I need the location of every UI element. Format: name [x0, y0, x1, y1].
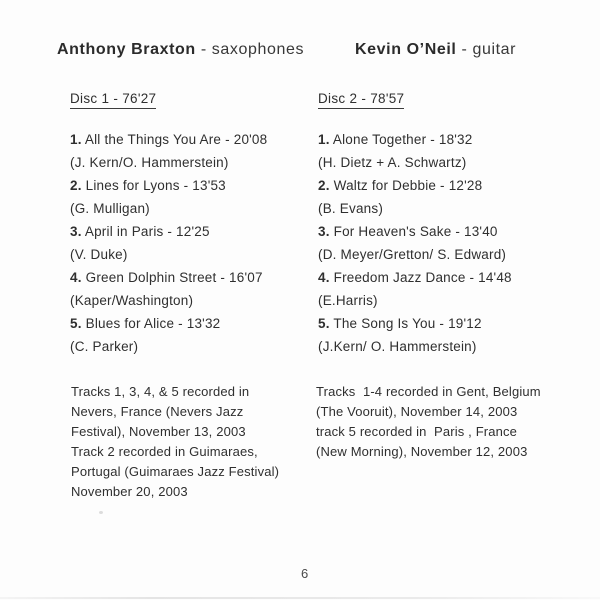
note-line: November 20, 2003 — [71, 484, 188, 499]
artist-name: Kevin O’Neil — [355, 41, 457, 58]
track-title: For Heaven's Sake - 13'40 — [333, 224, 498, 239]
disc1-heading-text: Disc 1 - 76'27 — [70, 91, 156, 109]
track-title-line — [318, 174, 512, 197]
track-title: Blues for Alice - 13'32 — [85, 316, 221, 331]
note-line: Tracks 1, 3, 4, & 5 recorded in — [71, 384, 250, 399]
disc1-recording-note — [71, 382, 279, 502]
track-number: 3. — [318, 224, 330, 239]
track-number: 5. — [70, 316, 82, 331]
track-number: 3. — [70, 224, 82, 239]
track-title: Waltz for Debbie - 12'28 — [333, 178, 483, 193]
note-line: Nevers, France (Nevers Jazz — [71, 404, 244, 419]
track-composer: (C. Parker) — [70, 339, 139, 354]
scan-edge-shadow — [0, 597, 600, 599]
track-title-line — [70, 220, 267, 243]
track-title: All the Things You Are - 20'08 — [84, 132, 268, 147]
track-title: Green Dolphin Street - 16'07 — [85, 270, 263, 285]
note-line: Portugal (Guimaraes Jazz Festival) — [71, 464, 280, 479]
track-number: 2. — [70, 178, 82, 193]
artist-name: Anthony Braxton — [57, 41, 196, 58]
track-title: Alone Together - 18'32 — [332, 132, 473, 147]
track-title: Freedom Jazz Dance - 14'48 — [333, 270, 512, 285]
disc1-heading — [70, 91, 156, 109]
track-composer: (D. Meyer/Gretton/ S. Edward) — [318, 247, 507, 262]
track-number: 1. — [70, 132, 82, 147]
track-title: The Song Is You - 19'12 — [333, 316, 482, 331]
track-title-line — [70, 128, 267, 151]
artist-role: - saxophones — [195, 41, 305, 58]
note-line: (The Vooruit), November 14, 2003 — [316, 404, 518, 419]
note-line: Tracks 1-4 recorded in Gent, Belgium — [316, 384, 541, 399]
track-title-line — [70, 266, 267, 289]
track-composer: (E.Harris) — [318, 293, 378, 308]
track-title: Lines for Lyons - 13'53 — [85, 178, 226, 193]
track-title-line — [318, 312, 512, 335]
note-line: Track 2 recorded in Guimaraes, — [71, 444, 258, 459]
track-title-line — [318, 128, 512, 151]
track-composer: (B. Evans) — [318, 201, 384, 216]
track-number: 4. — [318, 270, 330, 285]
disc2-tracklist — [318, 128, 512, 358]
page-number: 6 — [301, 566, 309, 581]
artist-credit-braxton — [57, 41, 304, 59]
note-line: Festival), November 13, 2003 — [71, 424, 246, 439]
disc2-recording-note — [316, 382, 541, 462]
artist-credit-oneil — [355, 41, 516, 59]
disc2-heading — [318, 91, 404, 109]
track-number: 2. — [318, 178, 330, 193]
artist-role: - guitar — [456, 41, 517, 58]
disc2-heading-text: Disc 2 - 78'57 — [318, 91, 404, 109]
track-number: 1. — [318, 132, 330, 147]
track-composer: (H. Dietz + A. Schwartz) — [318, 155, 467, 170]
note-line: (New Morning), November 12, 2003 — [316, 444, 528, 459]
track-composer: (Kaper/Washington) — [70, 293, 194, 308]
track-number: 4. — [70, 270, 82, 285]
track-title: April in Paris - 12'25 — [84, 224, 210, 239]
track-composer: (J.Kern/ O. Hammerstein) — [318, 339, 477, 354]
track-composer: (V. Duke) — [70, 247, 128, 262]
track-title-line — [70, 174, 267, 197]
track-number: 5. — [318, 316, 330, 331]
disc1-tracklist — [70, 128, 267, 358]
track-composer: (J. Kern/O. Hammerstein) — [70, 155, 229, 170]
scan-speck — [99, 511, 103, 514]
track-composer: (G. Mulligan) — [70, 201, 150, 216]
note-line: track 5 recorded in Paris , France — [316, 424, 518, 439]
track-title-line — [318, 266, 512, 289]
track-title-line — [70, 312, 267, 335]
track-title-line — [318, 220, 512, 243]
